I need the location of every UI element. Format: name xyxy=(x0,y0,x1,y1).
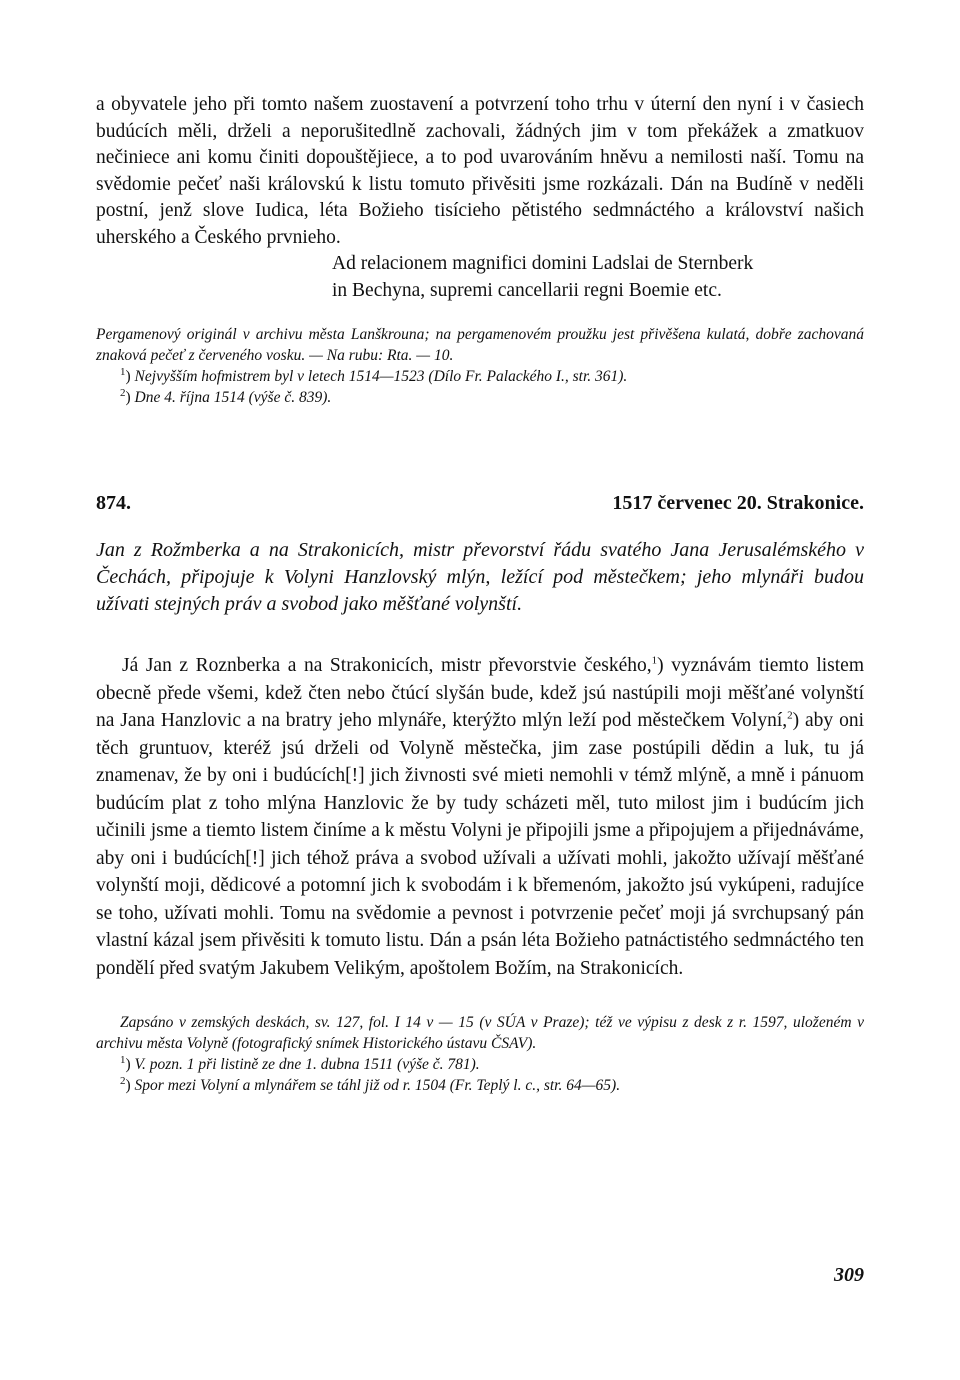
entry-footnote-2: $^2$) Spor mezi Volyní a mlynářem se táhl již od r. 1504 (Fr. Teplý l. c., str. 64—65). xyxy=(120,1074,621,1094)
footnote-marker: 1 xyxy=(120,1053,126,1066)
entry-source-note: Zapsáno v zemských deskách, sv. 127, fol. I 14 v — 15 (v SÚA v Praze); též ve výpisu z desk z r. 1597, uloženém v archivu města Volyně (fotografický snímek Historického ústavu ČSAV). xyxy=(96,1014,864,1052)
footnote-marker: 2 xyxy=(120,386,126,399)
footnote-marker: 2 xyxy=(120,1074,126,1087)
previous-footnote-1: $^1$) Nejvyšším hofmistrem byl v letech 1514—1523 (Dílo Fr. Palackého I., str. 361). xyxy=(120,365,628,385)
footnote-text: Spor mezi Volyní a mlynářem se táhl již od r. 1504 (Fr. Teplý l. c., str. 64—65). xyxy=(134,1077,621,1094)
chancery-note-line-2: in Bechyna, supremi cancellarii regni Boemie etc. xyxy=(332,279,722,301)
footnote-text: Dne 4. října 1514 (výše č. 839). xyxy=(134,389,332,406)
previous-charter-text: a obyvatele jeho při tomto našem zuostavení a potvrzení toho trhu v úterní den nyní i v časiech budúcích měli, drželi a neporušitedlně zachovali, žádných jim v tom překážek a zmatkuov nečiniece ani komu činiti dopouštějiece, a to pod uvarováním hněvu a nemilosti naší. Tomu na svědomie pečeť naši královskú k listu tomuto přivěsiti jsme rozkázali. Dán na Budíně v neděli postní, jenž slove Iudica, léta Božieho tisícieho pětistého sedmnáctého a království našich uherského a Českého prvnieho. xyxy=(96,94,864,248)
entry-date-place: 1517 červenec 20. Strakonice. xyxy=(612,492,864,514)
footnote-marker: 1 xyxy=(120,365,126,378)
footnote-text: Nejvyšším hofmistrem byl v letech 1514—1523 (Dílo Fr. Palackého I., str. 361). xyxy=(134,368,628,385)
charter-text-part: ) vyznávám tiemto listem obecně přede všemi, kdež čten nebo čtúcí slyšán bude, kdež jsú nastúpili moji měšťané volynští na Jana Hanzlovic a na bratry jeho mlynáře, kterýžto mlýn leží pod městečkem Volyní, xyxy=(96,655,864,731)
charter-text-part: Já Jan z Roznberka a na Strakonicích, mistr převorstvie českého, xyxy=(122,655,652,676)
previous-footnote-2: $^2$) Dne 4. října 1514 (výše č. 839). xyxy=(120,386,332,406)
entry-regest: Jan z Rožmberka a na Strakonicích, mistr převorství řádu svatého Jana Jerusalémského v Čechách, připojuje k Volyni Hanzlovský mlýn, ležící pod městečkem; jeho mlynáři budou užívati stejných práv a svobod jako měšťané volynští. xyxy=(96,539,864,615)
charter-text xyxy=(96,652,864,982)
entry-number: 874. xyxy=(96,492,131,514)
chancery-note-line-1: Ad relacionem magnifici domini Ladslai de Sternberk xyxy=(332,253,754,274)
page-number: 309 xyxy=(834,1264,864,1286)
entry-footnote-1: $^1$) V. pozn. 1 při listině ze dne 1. dubna 1511 (výše č. 781). xyxy=(120,1053,480,1073)
footnote-ref-2: 2 xyxy=(787,709,793,722)
footnote-ref-1: 1 xyxy=(651,654,658,667)
previous-source-note: Pergamenový originál v archivu města Lanškrouna; na pergamenovém proužku jest přivěšena kulatá, dobře zachovaná znaková pečeť z červeného vosku. — Na rubu: Rta. — 10. xyxy=(96,326,864,364)
document-page xyxy=(96,92,864,1096)
footnote-text: V. pozn. 1 při listině ze dne 1. dubna 1511 (výše č. 781). xyxy=(134,1056,480,1073)
entry-source-block xyxy=(96,1012,864,1096)
previous-source-block xyxy=(96,324,864,408)
charter-text-part: ) aby oni těch gruntuov, kteréž jsú drželi od Volyně městečka, jim zase postúpili dědin a luk, tu já znamenav, že by oni i budúcích[!] jich živnosti své mieti nemohli v témž mlýně, a mně i pánuom budúcím plat z toho mlýna Hanzlovic že by tudy scházeti měl, tuto milost jim i budúcím jich učinili jsme a tiemto listem činíme a k městu Volyni je připojili jsme a připojujem a přijednáváme, aby oni i budúcích[!] jich téhož práva a svobod užívali a užívati mohli, jakožto užívají měšťané volynští moji, dědicové a potomní jich k svobodám i k břemenóm, jakožto jsú vykúpeni, radujíce se toho, užívati mohli. Tomu na svědomie a pevnost i potvrzenie pečeť moji já svrchupsaný pán vlastní kázal jsem přivěsiti k tomuto listu. Dán a psán léta Božieho patnáctistého sedmnáctého ten pondělí před svatým Jakubem Velikým, apoštolem Božím, na Strakonicích. xyxy=(96,710,864,979)
entry-header xyxy=(96,492,864,515)
